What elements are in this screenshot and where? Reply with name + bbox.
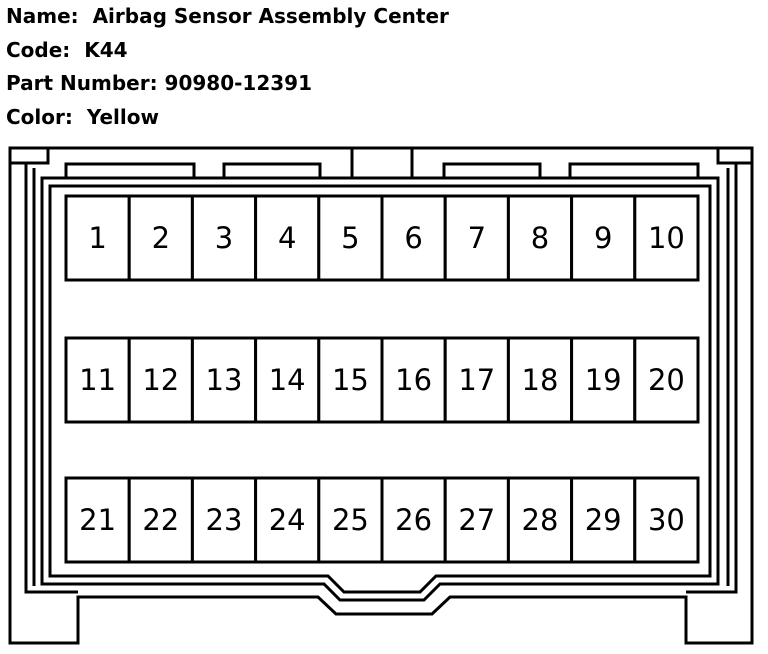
part-number-label: Part Number:	[6, 71, 158, 95]
top-key-4	[570, 164, 698, 178]
pin-number: 24	[268, 503, 306, 537]
pin-number: 21	[79, 503, 117, 537]
pin-number: 9	[593, 221, 613, 255]
pin-number: 30	[647, 503, 685, 537]
part-number-value: 90980-12391	[164, 71, 312, 95]
pin-number: 1	[88, 221, 107, 255]
pin-number: 25	[331, 503, 369, 537]
pin-number: 26	[395, 503, 433, 537]
code-value: K44	[84, 37, 128, 62]
pin-number: 11	[79, 363, 117, 397]
pin-number: 3	[214, 221, 234, 255]
color-label: Color:	[6, 104, 73, 129]
pin-number: 28	[521, 503, 559, 537]
top-key-1	[66, 164, 194, 178]
pin-number: 5	[341, 221, 360, 255]
pin-grid	[66, 196, 698, 562]
code-label: Code:	[6, 37, 71, 62]
pin-number: 10	[647, 221, 685, 255]
pin-number: 14	[268, 363, 306, 397]
pin-number: 15	[331, 363, 369, 397]
pin-number: 8	[530, 221, 550, 255]
pin-number: 17	[458, 363, 496, 397]
pin-number: 7	[467, 221, 487, 255]
pin-number: 27	[458, 503, 496, 537]
pin-number: 6	[404, 221, 423, 255]
pin-number: 12	[142, 363, 180, 397]
color-value: Yellow	[86, 104, 159, 129]
pin-number: 18	[521, 363, 559, 397]
pin-number: 4	[277, 221, 297, 255]
top-key-3	[444, 164, 540, 178]
pin-number: 23	[205, 503, 243, 537]
pin-row	[66, 338, 698, 422]
pin-row	[66, 478, 698, 562]
name-label: Name:	[6, 4, 79, 28]
pin-number: 22	[142, 503, 180, 537]
pin-number: 13	[205, 363, 243, 397]
pin-number: 16	[395, 363, 433, 397]
top-key-2	[224, 164, 320, 178]
pin-number: 19	[584, 363, 622, 397]
left-latch-tab	[10, 148, 48, 163]
pin-number: 29	[584, 503, 622, 537]
top-center-key	[352, 148, 412, 178]
right-latch-tab	[718, 148, 752, 163]
pin-row	[66, 196, 698, 280]
pin-number: 2	[151, 221, 171, 255]
name-value: Airbag Sensor Assembly Center	[92, 4, 449, 28]
pin-number: 20	[647, 363, 685, 397]
